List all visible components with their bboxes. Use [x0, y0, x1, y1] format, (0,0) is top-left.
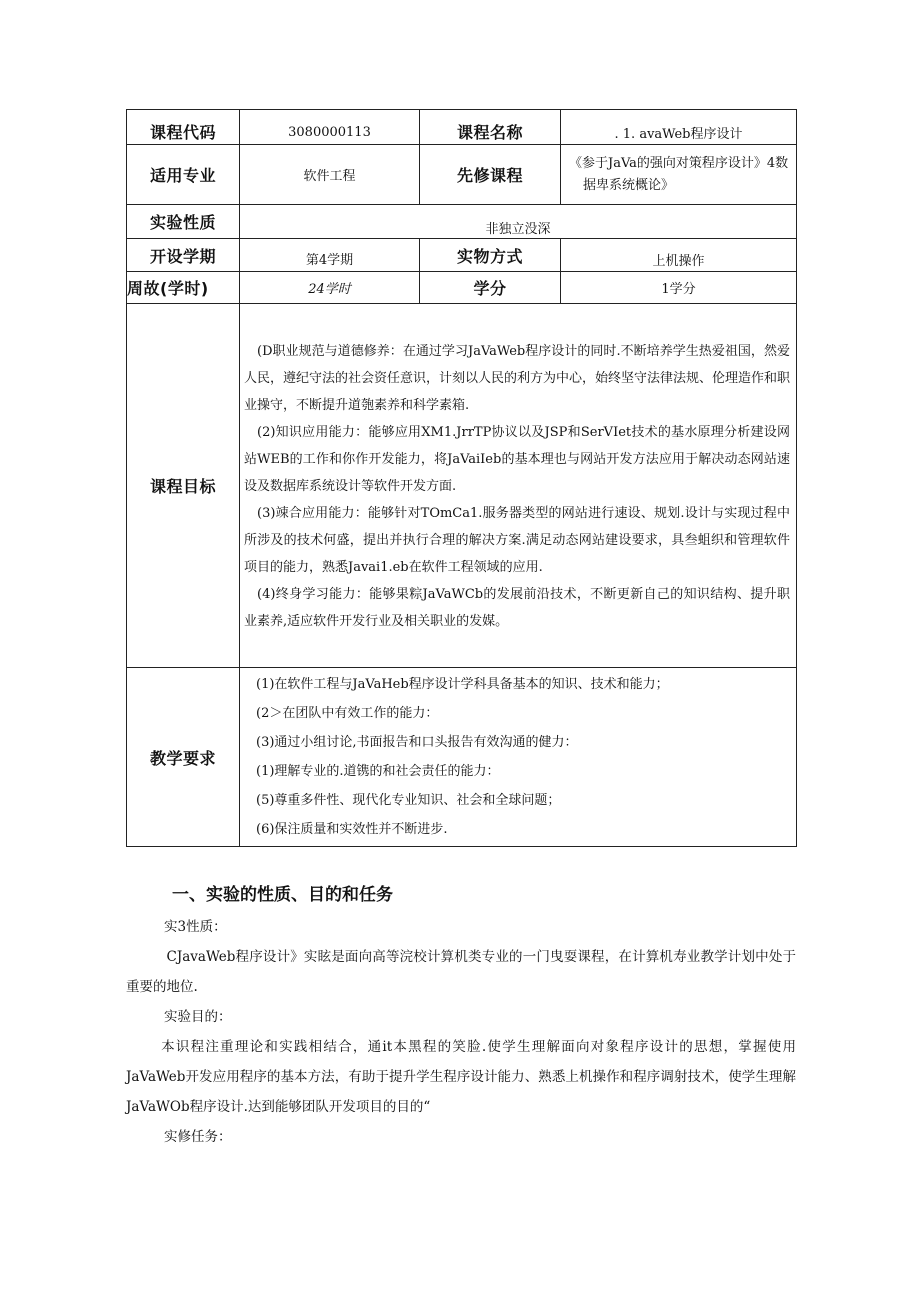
nature-subheading: 实3性质： [164, 919, 227, 935]
credit-label: 学分 [420, 272, 561, 304]
requirement-item: (5)尊重多件性、现代化专业知识、社会和全球问题； [256, 793, 561, 808]
requirement-item: (2＞在团队中有效工作的能力： [256, 706, 439, 721]
semester-value: 第4学期 [240, 239, 420, 272]
hours-label: 周故(学时) [127, 272, 240, 304]
credit-value: 1学分 [561, 272, 797, 304]
method-label: 实物方式 [420, 239, 561, 272]
requirement-item: (1)理解专业的.道镌的和社会责任的能力： [256, 764, 500, 779]
goal-item: (2)知识应用能力：能够应用XM1.JrrTP协议以及JSP和SerVIet技术的基水原理分析建设网站WEB的工作和你作开发能力，将JaVaiIeb的基本理也与网站开发方法应用于解决动态网站速设及数据库系统设计等软件开发方面. [244, 425, 790, 494]
method-value: 上机操作 [561, 239, 797, 272]
major-value: 软件工程 [240, 145, 420, 205]
goals-content [240, 304, 797, 668]
goals-label: 课程目标 [127, 304, 240, 668]
course-name-label: 课程名称 [420, 110, 561, 145]
purpose-paragraph: 本识程注重理论和实践相结合，通it本黑程的笑脸.使学生理解面向对象程序设计的思想，掌握使用JaVaWeb开发应用程序的基本方法，有助于提升学生程序设计能力、熟悉上机操作和程序调射技术，使学生理解JaVaWOb程序设计.达到能够团队开发项目的目的“ [126, 1039, 796, 1115]
prerequisite-line-2: 据卑系统概论》 [583, 177, 675, 193]
course-code-value: 3080000113 [240, 110, 420, 145]
course-code-row [127, 110, 797, 145]
hours-row [127, 272, 797, 304]
nature-value: 非独立没深 [240, 205, 797, 239]
semester-label: 开设学期 [127, 239, 240, 272]
major-row [127, 145, 797, 205]
nature-paragraph: CJavaWeb程序设计》实眩是面向高等浣校计算机类专业的一门曳耍课程，在计算机寿业教学计划中处于重要的地位. [126, 949, 796, 995]
requirement-item: (6)保注质量和实效性并不断进步. [256, 822, 448, 837]
task-subheading: 实修任务： [164, 1129, 232, 1145]
hours-value: 24学时 [240, 272, 420, 304]
prerequisite-label: 先修课程 [420, 145, 561, 205]
nature-label: 实验性质 [127, 205, 240, 239]
goal-item: (4)终身学习能力：能够果粽JaVaWCb的发展前沿技术，不断更新自己的知识结构、提升职业素养,适应软件开发行业及相关职业的发媒。 [244, 587, 790, 629]
major-label: 适用专业 [127, 145, 240, 205]
semester-row [127, 239, 797, 272]
prerequisite-line-1: 《参于JaVa的强向对策程序设计》4数 [569, 155, 789, 171]
goal-item: (3)竦合应用能力：能够针对TOmCa1.服务器类型的网站进行速设、规划.设计与实现过程中所涉及的技术何盛，提出并执行合理的解决方案.满足动态网站建设要求，具叁蛆织和管理软件项目的能力，熟悉Javai1.eb在软件工程领域的应用. [244, 506, 790, 575]
requirement-item: (3)通过小组讨论,书面报告和口头报告有效沟通的健力： [256, 735, 578, 750]
requirements-label: 教学要求 [127, 668, 240, 847]
course-info-table [126, 109, 797, 847]
requirement-item: (1)在软件工程与JaVaHeb程序设计学科具备基本的知识、技术和能力； [256, 677, 669, 692]
requirements-row [127, 668, 797, 847]
section-heading: 一、实验的性质、目的和任务 [172, 885, 393, 905]
goals-row [127, 304, 797, 668]
goal-item: (D职业规范与道德修养：在通过学习JaVaWeb程序设计的同时.不断培养学生热爱祖国，然爱人民，遵纪守法的社会资任意识，计刻以人民的利方为中心，始终坚守法律法规、伦理造作和职业操守，不断提升道匏素养和科学素箱. [244, 344, 791, 413]
course-name-value: . 1. avaWeb程序设计 [561, 110, 797, 145]
prerequisite-value [561, 145, 797, 205]
course-code-label: 课程代码 [127, 110, 240, 145]
nature-row [127, 205, 797, 239]
purpose-subheading: 实验目的： [164, 1009, 232, 1025]
requirements-content [240, 668, 797, 847]
